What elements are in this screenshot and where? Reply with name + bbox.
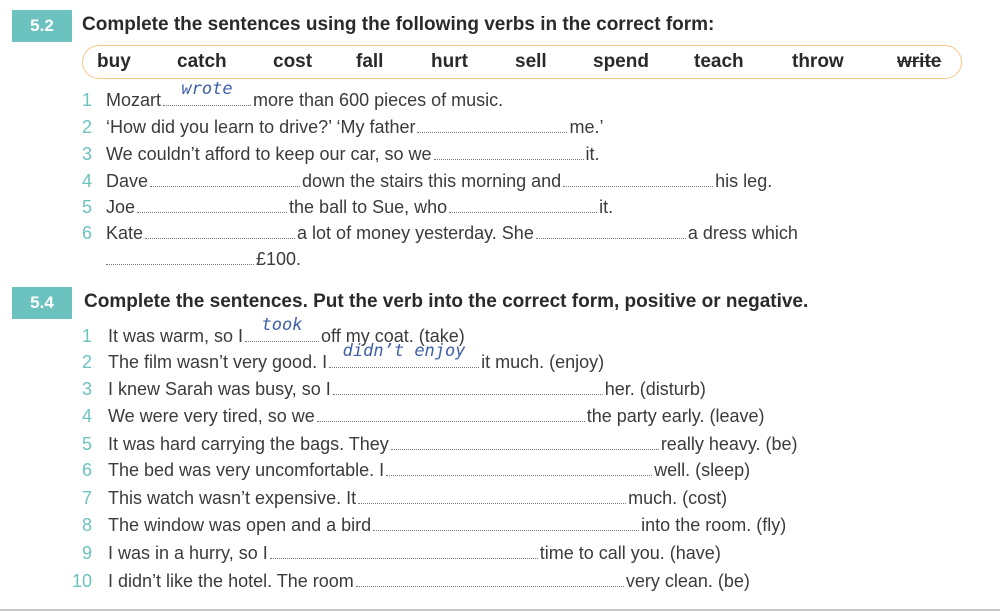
item-number: 7 [81, 488, 92, 508]
item-number: 1 [81, 90, 92, 110]
verb-spend: spend [593, 51, 649, 72]
answer-blank[interactable] [317, 420, 585, 422]
verb-buy: buy [97, 51, 131, 72]
answer-blank[interactable] [106, 263, 254, 265]
exercise-number-badge: 5.2 [12, 10, 72, 42]
answer-blank[interactable] [358, 502, 626, 504]
item-text: The window was open and a bird into the room. (fly) [108, 515, 787, 535]
answer-blank[interactable] [449, 211, 597, 213]
item-number: 8 [81, 515, 92, 535]
verb-catch: catch [177, 51, 227, 72]
answer-blank[interactable] [391, 448, 659, 450]
handwritten-answer: took [261, 315, 303, 335]
item-number: 3 [81, 379, 92, 399]
item-text: The bed was very uncomfortable. I well. (sleep) [108, 460, 751, 480]
answer-blank[interactable] [137, 211, 287, 213]
verb-sell: sell [515, 51, 547, 72]
answer-blank[interactable] [563, 185, 713, 187]
verb-hurt: hurt [431, 51, 468, 72]
item-number: 4 [81, 171, 92, 191]
item-number: 3 [81, 144, 92, 164]
item-text: It was hard carrying the bags. They really heavy. (be) [108, 434, 798, 454]
verb-cost: cost [273, 51, 313, 72]
item-text: £100. [106, 246, 301, 273]
item-text: Dave down the stairs this morning and his leg. [106, 171, 773, 191]
item-text: Mozart wrote more than 600 pieces of music. [106, 87, 503, 114]
handwritten-answer: wrote [181, 79, 233, 99]
item-text: I was in a hurry, so I time to call you. (have) [108, 543, 721, 563]
answer-blank[interactable] [145, 237, 295, 239]
item-text: I didn’t like the hotel. The room very clean. (be) [108, 571, 750, 591]
item-text: I knew Sarah was busy, so I her. (disturb) [108, 379, 706, 399]
answer-blank[interactable] [417, 131, 567, 133]
answer-blank[interactable] [150, 185, 300, 187]
item-text: This watch wasn’t expensive. It much. (cost) [108, 488, 728, 508]
item-text: ‘How did you learn to drive?’ ‘My father me.’ [106, 117, 604, 137]
item-number: 2 [81, 352, 92, 372]
item-number: 2 [81, 117, 92, 137]
exercise-instruction: Complete the sentences using the following verbs in the correct form: [82, 14, 715, 35]
answer-blank[interactable] [536, 237, 686, 239]
exercise-instruction: Complete the sentences. Put the verb into the correct form, positive or negative. [84, 291, 809, 312]
exercise-number-badge: 5.4 [12, 287, 72, 319]
item-number: 9 [81, 543, 92, 563]
handwritten-answer: didn’t enjoy [342, 341, 466, 361]
answer-blank[interactable] [270, 557, 538, 559]
item-number: 5 [81, 197, 92, 217]
verb-box [82, 45, 962, 79]
item-text: The film wasn’t very good. I didn’t enjoy it much. (enjoy) [108, 349, 604, 376]
verb-write: write [897, 51, 942, 72]
item-text: Joe the ball to Sue, who it. [106, 197, 614, 217]
answer-blank[interactable] [356, 585, 624, 587]
item-text: It was warm, so I took off my coat. (take) [108, 323, 465, 350]
answer-blank[interactable] [329, 341, 479, 368]
verb-fall: fall [356, 51, 384, 72]
item-text: Kate a lot of money yesterday. She a dress which [106, 223, 798, 243]
answer-blank[interactable] [333, 393, 603, 395]
item-number: 6 [81, 223, 92, 243]
verb-throw: throw [792, 51, 844, 72]
answer-blank[interactable] [163, 79, 251, 106]
item-number: 1 [81, 326, 92, 346]
item-text: We were very tired, so we the party early. (leave) [108, 406, 765, 426]
answer-blank[interactable] [373, 529, 639, 531]
item-number: 4 [81, 406, 92, 426]
item-number: 5 [81, 434, 92, 454]
answer-blank[interactable] [386, 474, 652, 476]
item-text: We couldn’t afford to keep our car, so we it. [106, 144, 600, 164]
answer-blank[interactable] [245, 315, 319, 342]
item-number: 6 [81, 460, 92, 480]
item-number: 10 [71, 571, 92, 591]
answer-blank[interactable] [434, 158, 584, 160]
verb-teach: teach [694, 51, 744, 72]
